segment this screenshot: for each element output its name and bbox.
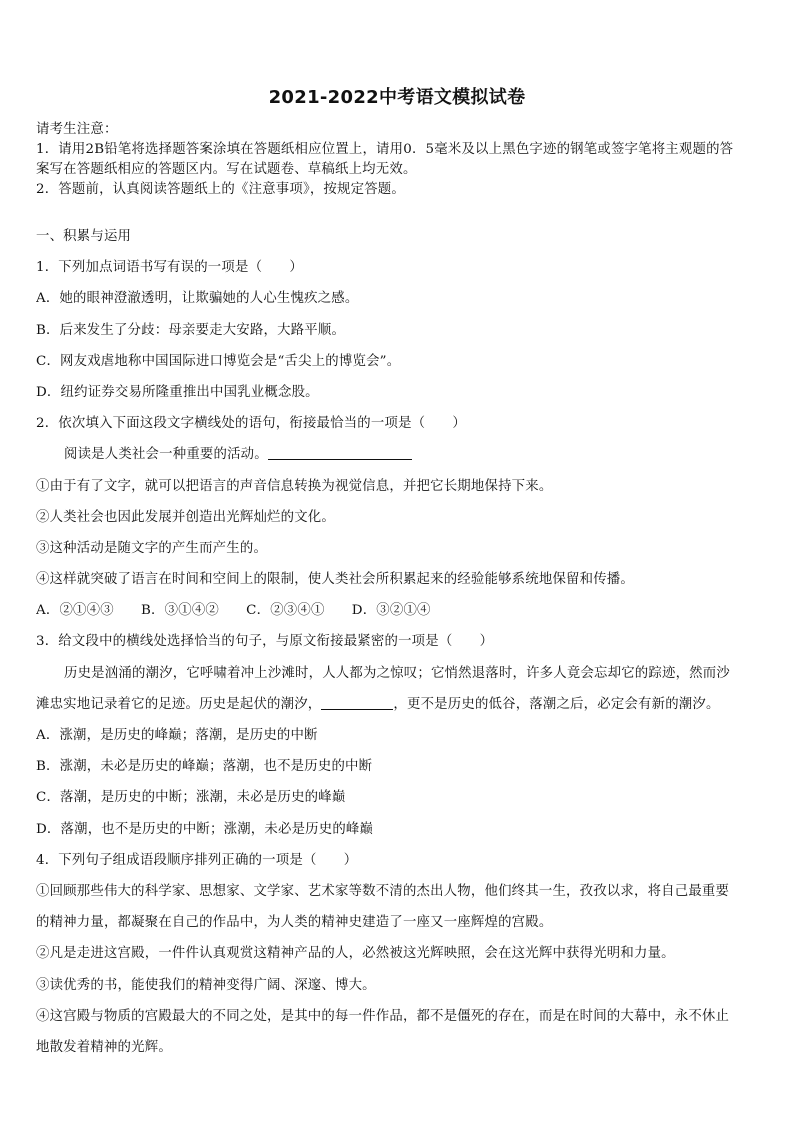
question-3-passage-part-1: 滩忠实地记录着它的足迹。历史是起伏的潮汐， — [36, 696, 322, 712]
page-title: 2021-2022中考语文模拟试卷 — [268, 87, 526, 108]
question-1-option-d: D．纽约证券交易所隆重推出中国乳业概念股。 — [36, 384, 319, 400]
question-2-options: A．②①④③ B．③①④② C．②③④① D．③②①④ — [36, 603, 431, 619]
notice-item-2: 2．答题前，认真阅读答题纸上的《注意事项》，按规定答题。 — [36, 182, 405, 197]
notice-item-1-line-2: 案写在答题纸相应的答题区内。写在试题卷、草稿纸上均无效。 — [36, 162, 417, 177]
question-4-sentence-1-line-1: ①回顾那些伟大的科学家、思想家、文学家、艺术家等数不清的杰出人物，他们终其一生，孜孜以求，将自己最重要 — [36, 883, 730, 899]
question-3-option-b: B．涨潮，未必是历史的峰巅；落潮，也不是历史的中断 — [36, 759, 373, 775]
section-heading: 一、积累与运用 — [36, 229, 132, 244]
question-4-sentence-3: ③读优秀的书，能使我们的精神变得广阔、深邃、博大。 — [36, 977, 376, 993]
question-4-sentence-1-line-2: 的精神力量，都凝聚在自己的作品中，为人类的精神史建造了一座又一座辉煌的宫殿。 — [36, 915, 553, 931]
question-1-option-c: C．网友戏虐地称中国国际进口博览会是“舌尖上的博览会”。 — [36, 353, 401, 369]
question-3-option-c: C．落潮，是历史的中断；涨潮，未必是历史的峰巅 — [36, 790, 346, 806]
question-3-passage-part-2: ，更不是历史的低谷，落潮之后，必定会有新的潮汐。 — [393, 696, 720, 712]
question-2-lead-text: 阅读是人类社会一种重要的活动。 — [64, 447, 268, 463]
question-3-option-a: A．涨潮，是历史的峰巅；落潮，是历史的中断 — [36, 728, 318, 743]
answer-blank — [268, 445, 412, 460]
question-3-option-d: D．落潮，也不是历史的中断；涨潮，未必是历史的峰巅 — [36, 821, 374, 837]
answer-blank — [321, 695, 393, 710]
section-accumulation — [36, 221, 762, 1063]
notice-heading: 请考生注意： — [36, 122, 118, 137]
question-2-sentence-1: ①由于有了文字，就可以把语言的声音信息转换为视觉信息，并把它长期地保持下来。 — [36, 478, 553, 494]
question-1-option-b: B．后来发生了分歧：母亲要走大安路，大路平顺。 — [36, 322, 346, 338]
question-4-sentence-4-line-2: 地散发着精神的光辉。 — [36, 1039, 172, 1055]
question-1-option-a: A．她的眼神澄澈透明，让欺骗她的人心生愧疚之感。 — [36, 291, 359, 307]
question-2-lead — [36, 439, 762, 470]
question-2-sentence-3: ③这种活动是随文字的产生而产生的。 — [36, 540, 268, 556]
question-1-stem: 1．下列加点词语书写有误的一项是（ ） — [36, 260, 303, 276]
question-3-passage-line-2 — [36, 689, 762, 720]
question-2-stem: 2．依次填入下面这段文字横线处的语句，衔接最恰当的一项是（ ） — [36, 416, 467, 432]
notice-item-1-line-1: 1．请用2B铅笔将选择题答案涂填在答题纸相应位置上，请用0．5毫米及以上黑色字迹的钢笔或签字笔将主观题的答 — [36, 142, 734, 157]
question-2-sentence-2: ②人类社会也因此发展并创造出光辉灿烂的文化。 — [36, 509, 335, 525]
question-3-stem: 3．给文段中的横线处选择恰当的句子，与原文衔接最紧密的一项是（ ） — [36, 634, 494, 650]
question-4-sentence-4-line-1: ④这宫殿与物质的宫殿最大的不同之处，是其中的每一件作品，都不是僵死的存在，而是在时间的大幕中，永不休止 — [36, 1008, 730, 1024]
question-2-sentence-4: ④这样就突破了语言在时间和空间上的限制，使人类社会所积累起来的经验能够系统地保留和传播。 — [36, 572, 634, 588]
question-3-passage-line-1: 历史是汹涌的潮汐，它呼啸着冲上沙滩时，人人都为之惊叹；它悄然退落时，许多人竟会忘却它的踪迹，然而沙 — [64, 665, 730, 681]
candidate-notice — [36, 120, 762, 200]
question-4-sentence-2: ②凡是走进这宫殿，一件件认真观赏这精神产品的人，必然被这光辉映照，会在这光辉中获得光明和力量。 — [36, 946, 675, 962]
question-4-stem: 4．下列句子组成语段顺序排列正确的一项是（ ） — [36, 852, 358, 868]
